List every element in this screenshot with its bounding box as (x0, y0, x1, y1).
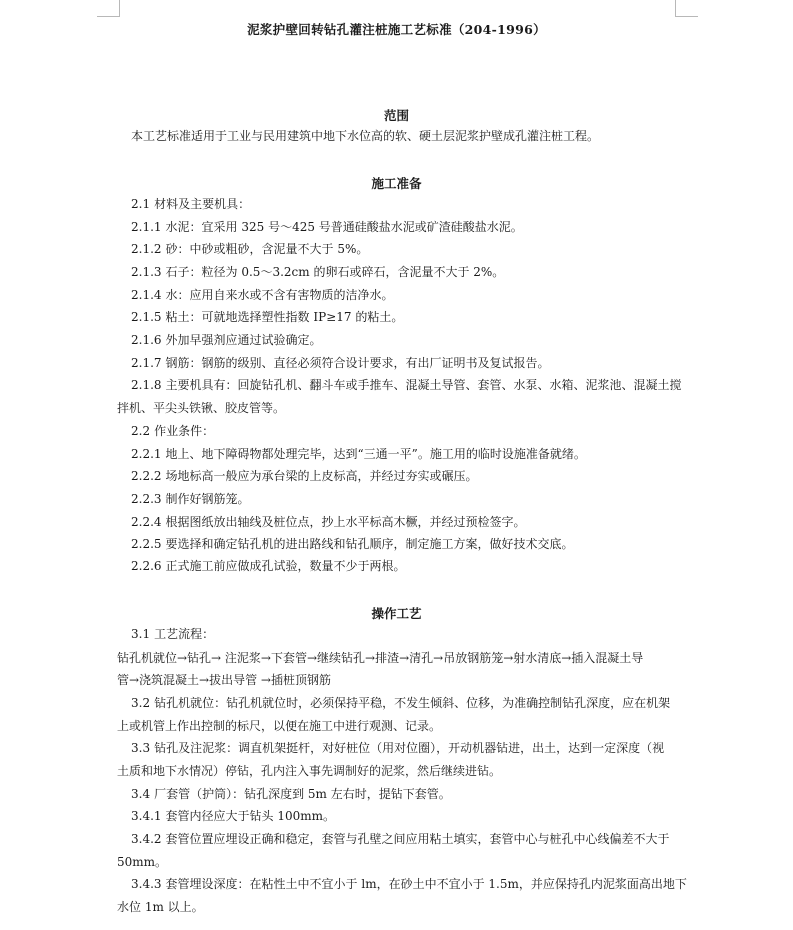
item-text: 管→浇筑混凝土→拔出导管 →插桩顶钢筋 (117, 673, 331, 687)
paragraph (131, 264, 504, 280)
item-text: 制作好钢筋笼。 (165, 492, 250, 506)
item-number: 2.2.3 (131, 492, 162, 506)
paragraph (131, 695, 670, 711)
item-number: 2.1.1 (131, 220, 162, 234)
paragraph (131, 219, 523, 235)
item-text: 钻孔及注泥浆：调直机架挺杆，对好桩位（用对位圈），开动机器钻进，出土，达到一定深度（视 (154, 741, 665, 755)
item-number: 2.1.7 (131, 356, 162, 370)
item-text: 根据图纸放出轴线及桩位点，抄上水平标高木橛，并经过预检签字。 (165, 515, 526, 529)
paragraph-continuation (117, 718, 441, 734)
section-heading-ops: 操作工艺 (371, 606, 422, 621)
item-text: 水泥：宜采用 325 号～425 号普通硅酸盐水泥或矿渣硅酸盐水泥。 (165, 220, 523, 234)
paragraph (131, 876, 687, 892)
item-number: 2.2.5 (131, 537, 162, 551)
section-heading-prep: 施工准备 (371, 176, 422, 191)
item-number: 2.2 (131, 424, 151, 438)
item-number: 2.1.4 (131, 288, 162, 302)
item-number: 3.2 (131, 696, 151, 710)
paragraph (131, 626, 214, 642)
item-number: 2.1.3 (131, 265, 162, 279)
paragraph (131, 446, 586, 462)
paragraph (131, 514, 526, 530)
item-text: 钻孔机就位→钻孔→ 注泥浆→下套管→继续钻孔→排渣→清孔→吊放钢筋笼→射水清底→插入混凝土导 (117, 651, 644, 665)
item-number: 2.2.2 (131, 469, 162, 483)
paragraph (131, 332, 322, 348)
item-number: 3.1 (131, 627, 151, 641)
scope-text: 本工艺标准适用于工业与民用建筑中地下水位高的软、硬土层泥浆护壁成孔灌注桩工程。 (131, 129, 600, 143)
item-number: 2.1 (131, 197, 151, 211)
paragraph (131, 287, 394, 303)
paragraph-continuation (117, 854, 167, 870)
paragraph (131, 786, 451, 802)
item-text: 石子：粒径为 0.5～3.2cm 的卵石或碎石，含泥量不大于 2%。 (165, 265, 505, 279)
item-text: 钢筋：钢筋的级别、直径必须符合设计要求，有出厂证明书及复试报告。 (165, 356, 550, 370)
item-text: 材料及主要机具： (154, 197, 251, 211)
paragraph (131, 377, 682, 393)
item-number: 3.4.3 (131, 877, 162, 891)
item-text: 正式施工前应做成孔试验，数量不少于两根。 (165, 559, 406, 573)
item-text: 水：应用自来水或不含有害物质的洁净水。 (165, 288, 394, 302)
document-title: 泥浆护壁回转钻孔灌注桩施工艺标准（204-1996） (247, 22, 546, 37)
paragraph (131, 558, 406, 574)
paragraph (131, 740, 664, 756)
item-text: 主要机具有：回旋钻孔机、翻斗车或手推车、混凝土导管、套管、水泵、水箱、泥浆池、混凝土搅 (165, 378, 682, 392)
item-number: 2.2.6 (131, 559, 162, 573)
item-text: 套管内径应大于钻头 100mm。 (165, 809, 336, 823)
margin-corner-mark-left (97, 0, 120, 17)
item-number: 2.2.4 (131, 515, 162, 529)
item-text: 上或机管上作出控制的标尺，以便在施工中进行观测、记录。 (117, 719, 442, 733)
paragraph (131, 536, 574, 552)
paragraph (131, 355, 550, 371)
item-number: 2.1.8 (131, 378, 162, 392)
item-number: 3.4.1 (131, 809, 162, 823)
section-heading-scope: 范围 (383, 108, 409, 123)
paragraph (131, 831, 670, 847)
process-flow-line (117, 650, 643, 666)
item-text: 场地标高一般应为承台梁的上皮标高，并经过夯实或碾压。 (165, 469, 478, 483)
paragraph (131, 309, 403, 325)
item-number: 2.1.6 (131, 333, 162, 347)
item-text: 土质和地下水情况）停钻，孔内注入事先调制好的泥浆，然后继续进钻。 (117, 764, 502, 778)
item-text: 50mm。 (117, 855, 168, 869)
paragraph (131, 423, 214, 439)
item-text: 要选择和确定钻孔机的进出路线和钻孔顺序，制定施工方案，做好技术交底。 (165, 537, 574, 551)
item-text: 地上、地下障碍物都处理完毕，达到“三通一平”。施工用的临时设施准备就绪。 (165, 447, 586, 461)
item-number: 2.2.1 (131, 447, 162, 461)
item-number: 2.1.5 (131, 310, 162, 324)
item-text: 拌机、平尖头铁锹、胶皮管等。 (117, 401, 286, 415)
item-text: 外加早强剂应通过试验确定。 (165, 333, 322, 347)
paragraph (131, 196, 250, 212)
paragraph (131, 491, 250, 507)
paragraph-continuation (117, 763, 501, 779)
item-number: 3.3 (131, 741, 151, 755)
item-number: 2.1.2 (131, 242, 162, 256)
item-text: 粘土：可就地选择塑性指数 IP≥17 的粘土。 (165, 310, 404, 324)
item-text: 砂：中砂或粗砂，含泥量不大于 5%。 (165, 242, 369, 256)
paragraph (131, 468, 478, 484)
item-text: 作业条件： (154, 424, 215, 438)
item-text: 厂套管（护筒）：钻孔深度到 5m 左右时，提钻下套管。 (154, 787, 451, 801)
item-text: 套管埋设深度：在粘性土中不宜小于 lm，在砂土中不宜小于 1.5m，并应保持孔内泥浆面高出地下 (165, 877, 687, 891)
paragraph-continuation (117, 400, 285, 416)
paragraph (131, 241, 368, 257)
paragraph-continuation (117, 899, 204, 915)
margin-corner-mark-right (675, 0, 698, 17)
item-text: 工艺流程： (154, 627, 215, 641)
item-text: 钻孔机就位：钻孔机就位时，必须保持平稳，不发生倾斜、位移，为准确控制钻孔深度，应在机架 (154, 696, 671, 710)
paragraph (131, 808, 335, 824)
process-flow-line (117, 672, 331, 688)
item-text: 套管位置应埋设正确和稳定，套管与孔壁之间应用粘土填实，套管中心与桩孔中心线偏差不大于 (165, 832, 670, 846)
item-text: 水位 1m 以上。 (117, 900, 204, 914)
item-number: 3.4 (131, 787, 151, 801)
item-number: 3.4.2 (131, 832, 162, 846)
